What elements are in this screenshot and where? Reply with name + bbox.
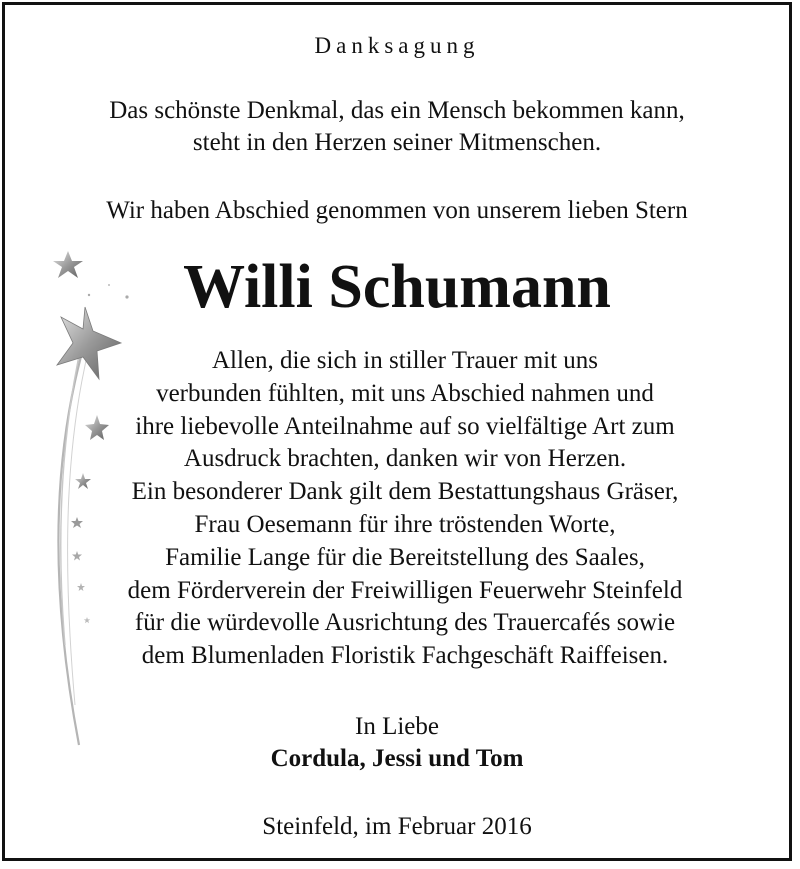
deceased-name: Willi Schumann — [183, 253, 611, 321]
body-line: Allen, die sich in stiller Trauer mit uns — [211, 347, 599, 374]
memorial-quote — [5, 95, 789, 159]
closing-line: In Liebe — [355, 713, 439, 740]
obituary-notice — [2, 2, 792, 861]
thanks-text — [25, 345, 785, 673]
quote-line: steht in den Herzen seiner Mitmenschen. — [192, 129, 602, 156]
body-line: verbunden fühlten, mit uns Abschied nahmen und — [156, 379, 654, 407]
place-date-line: Steinfeld, im Februar 2016 — [262, 813, 532, 840]
intro-line: Wir haben Abschied genommen von unserem lieben Stern — [106, 197, 688, 224]
heading-title: Danksagung — [314, 33, 480, 58]
body-line: Ausdruck brachten, danken wir von Herzen. — [183, 445, 627, 473]
body-line: für die würdevolle Ausrichtung des Trauercafés sowie — [134, 609, 676, 637]
body-line: dem Blumenladen Floristik Fachgeschäft Raiffeisen. — [141, 642, 669, 670]
signers-line: Cordula, Jessi und Tom — [270, 745, 524, 772]
body-line: ihre liebevolle Anteilnahme auf so vielfältige Art zum — [135, 412, 675, 440]
body-line: dem Förderverein der Freiwilligen Feuerwehr Steinfeld — [127, 576, 683, 604]
body-line: Frau Oesemann für ihre tröstenden Worte, — [194, 510, 616, 538]
body-line: Ein besonderer Dank gilt dem Bestattungshaus Gräser, — [131, 478, 679, 506]
quote-line: Das schönste Denkmal, das ein Mensch bekommen kann, — [109, 97, 685, 124]
body-line: Familie Lange für die Bereitstellung des Saales, — [165, 543, 645, 571]
